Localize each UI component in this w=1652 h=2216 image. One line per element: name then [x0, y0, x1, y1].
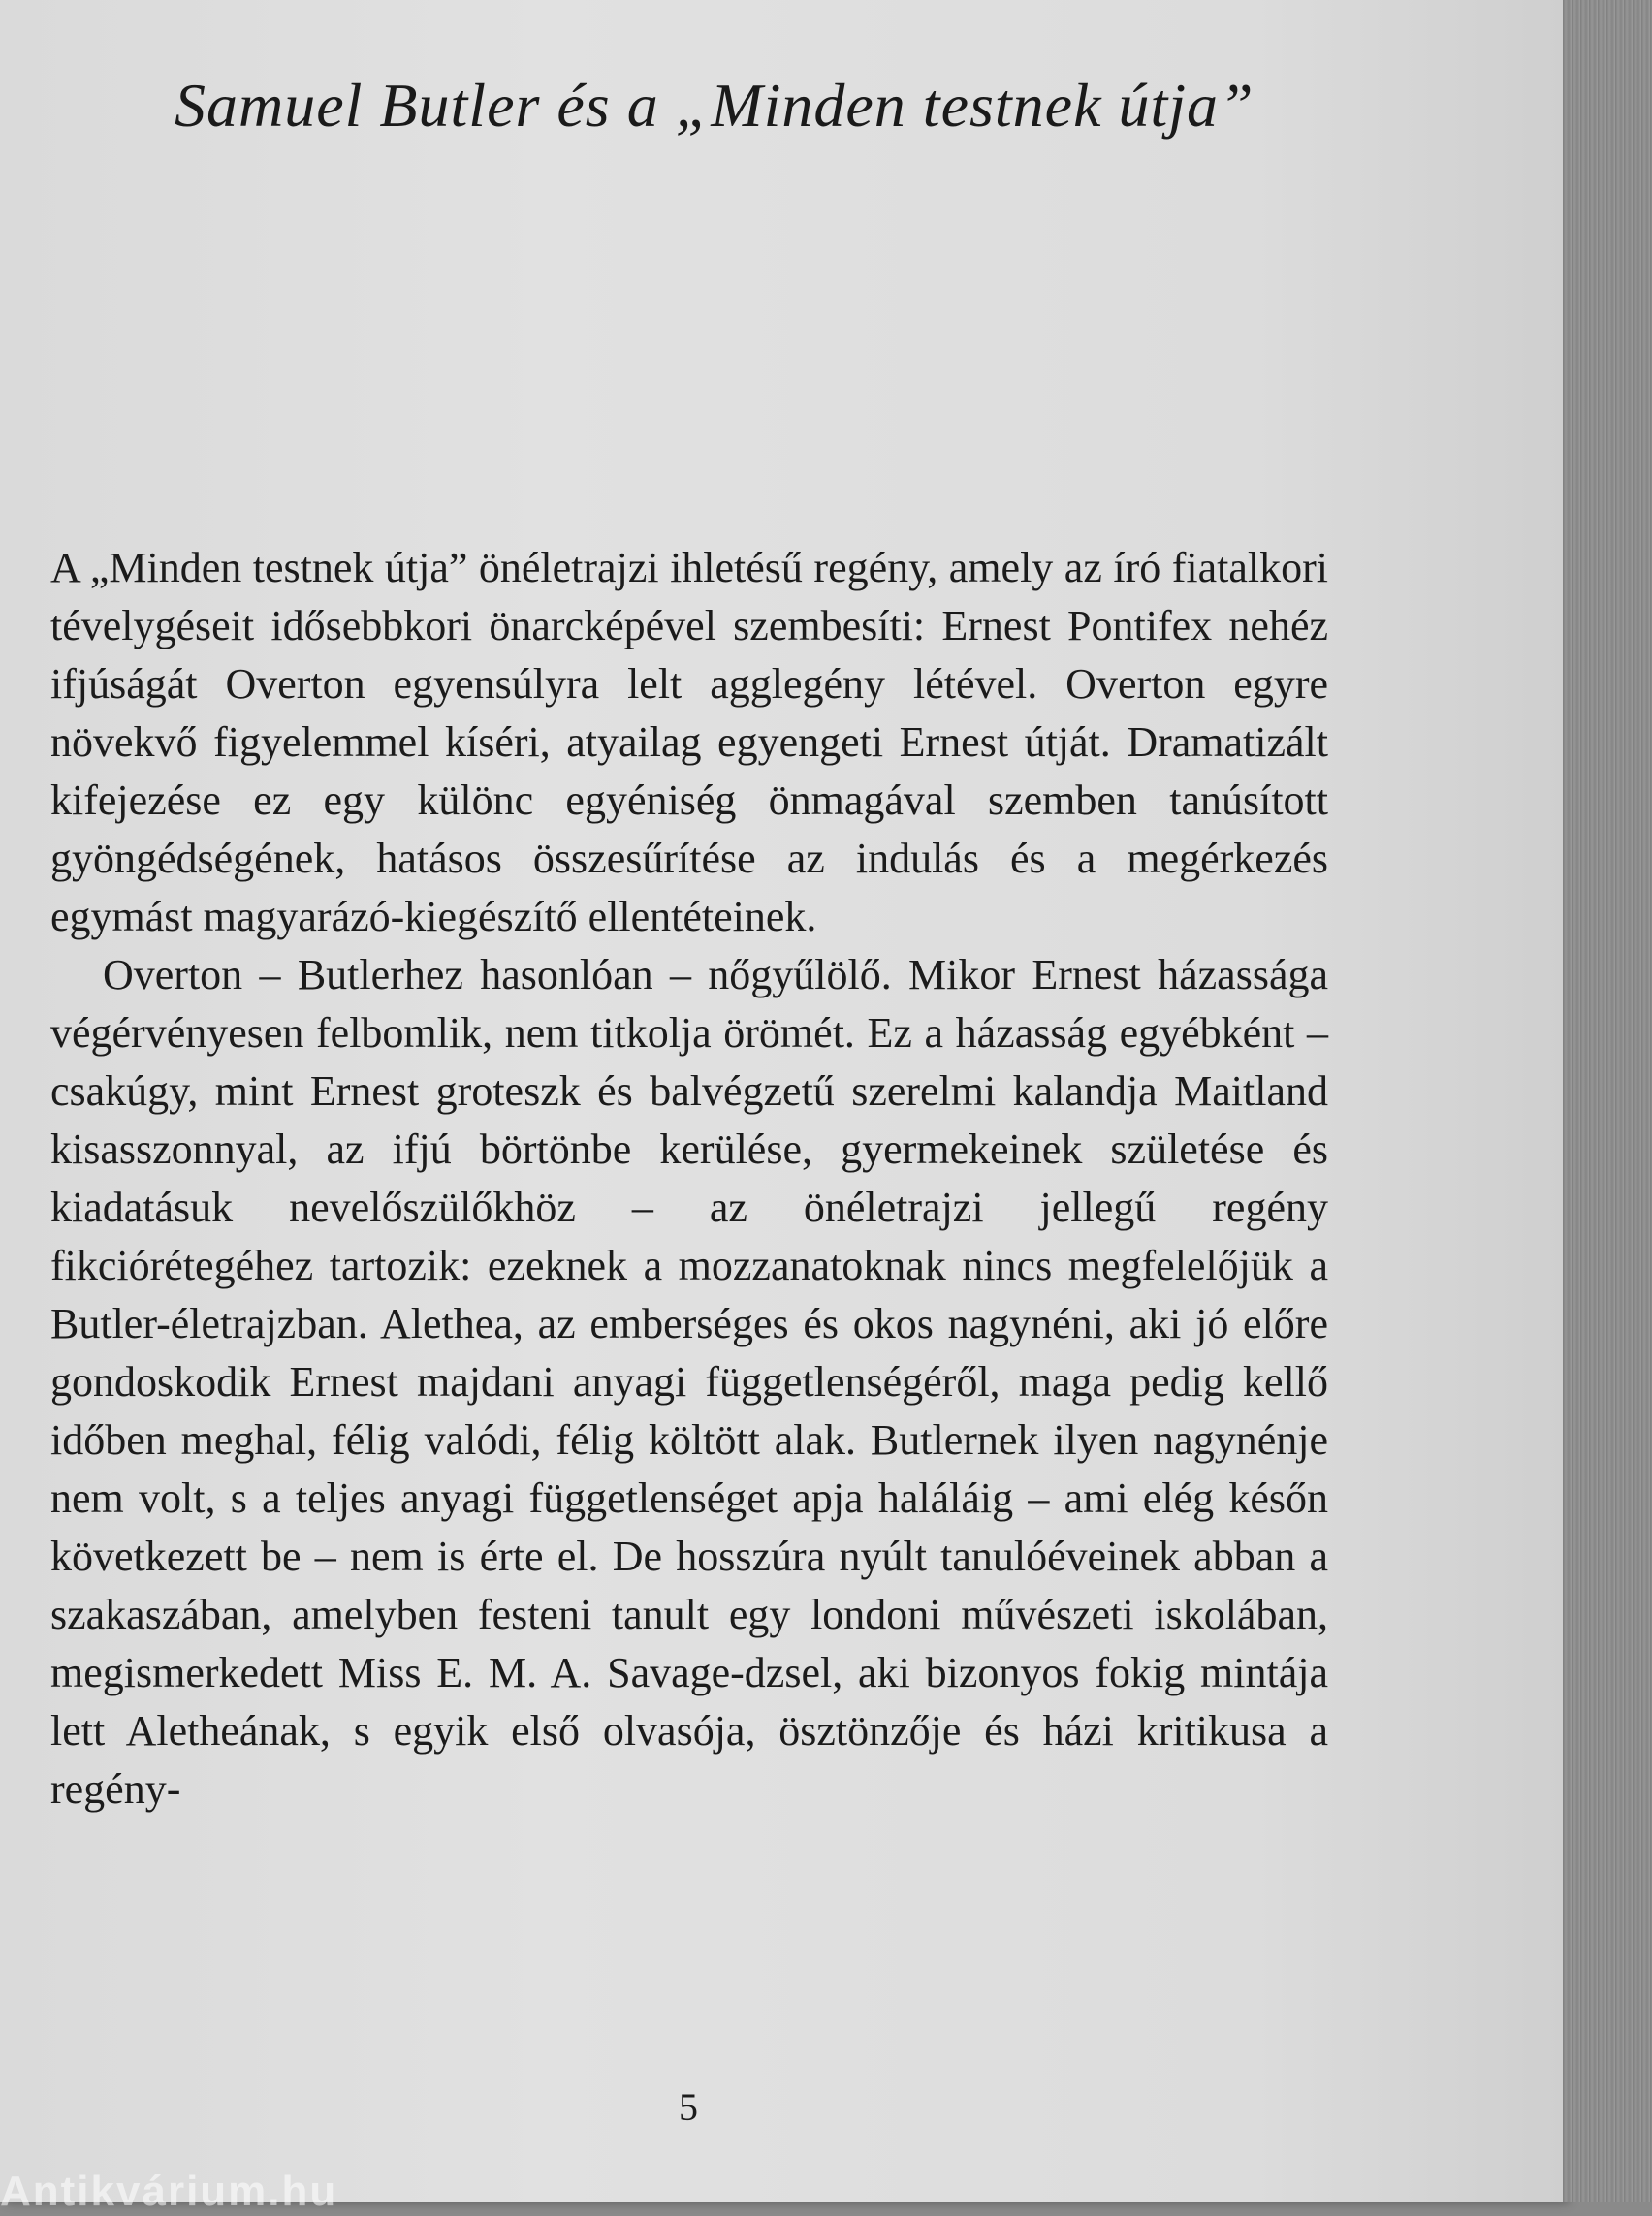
page-stack-edge [1563, 0, 1652, 2202]
chapter-title: Samuel Butler és a „Minden testnek útja” [175, 71, 1255, 140]
body-text [50, 539, 1328, 1819]
page-number: 5 [679, 2085, 698, 2129]
paragraph-1: A „Minden testnek útja” önéletrajzi ihletésű regény, amely az író fiatalkori tévelygéseit idősebbkori önarcképével szembesíti: Ernest Pontifex nehéz ifjúságát Overton egyensúlyra lelt agglegény létével. Overton egyre növekvő figyelemmel kíséri, atyailag egyengeti Ernest útját. Dramatizált kifejezése ez egy különc egyéniség önmagával szemben tanúsított gyöngédségének, hatásos összesűrítése az indulás és a megérkezés egymást magyarázó-kiegészítő ellentéteinek. [50, 544, 1328, 940]
paragraph-2: Overton – Butlerhez hasonlóan – nőgyűlölő. Mikor Ernest házassága végérvényesen felbomlik, nem titkolja örömét. Ez a házasság egyébként – csakúgy, mint Ernest groteszk és balvégzetű szerelmi kalandja Maitland kisasszonnyal, az ifjú börtönbe kerülése, gyermekeinek születése és kiadatásuk nevelőszülőkhöz – az önéletrajzi jellegű regény fikciórétegéhez tartozik: ezeknek a mozzanatoknak nincs megfelelőjük a Butler-életrajzban. Alethea, az emberséges és okos nagynéni, aki jó előre gondoskodik Ernest majdani anyagi függetlenségéről, maga pedig kellő időben meghal, félig valódi, félig költött alak. Butlernek ilyen nagynénje nem volt, s a teljes anyagi függetlenséget apja haláláig – ami elég későn következett be – nem is érte el. De hosszúra nyúlt tanulóéveinek abban a szakaszában, amelyben festeni tanult egy londoni művészeti iskolában, megismerkedett Miss E. M. A. Savage-dzsel, aki bizonyos fokig mintája lett Aletheának, s egyik első olvasója, ösztönzője és házi kritikusa a regény- [50, 951, 1328, 1813]
watermark: Antikvárium.hu [0, 2168, 338, 2215]
